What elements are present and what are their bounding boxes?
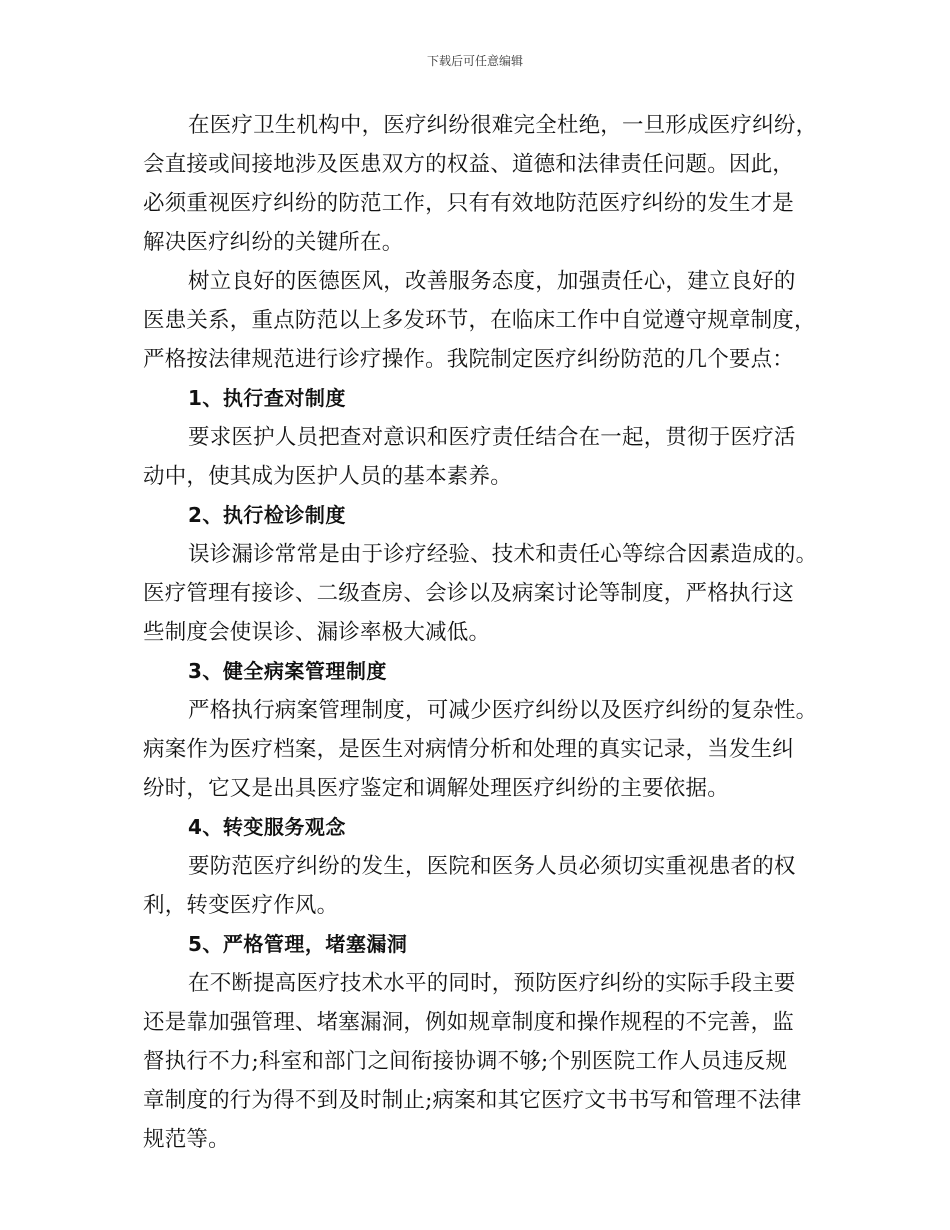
text-line: 要防范医疗纠纷的发生，医院和医务人员必须切实重视患者的权	[188, 854, 796, 879]
text-line: 督执行不力;科室和部门之间衔接协调不够;个别医院工作人员违反规	[143, 1049, 788, 1074]
section-paragraph-2	[143, 535, 823, 652]
section-paragraph-4	[143, 847, 823, 925]
text-line: 必须重视医疗纠纷的防范工作，只有有效地防范医疗纠纷的发生才是	[143, 191, 795, 216]
section-heading-5: 5、严格管理，堵塞漏洞	[188, 932, 408, 956]
text-line: 医患关系，重点防范以上多发环节，在临床工作中自觉遵守规章制度，	[143, 308, 816, 333]
text-line: 要求医护人员把查对意识和医疗责任结合在一起，贯彻于医疗活	[188, 425, 796, 450]
text-line: 在不断提高医疗技术水平的同时，预防医疗纠纷的实际手段主要	[188, 971, 796, 996]
text-line: 病案作为医疗档案，是医生对病情分析和处理的真实记录，当发生纠	[143, 737, 795, 762]
text-line: 些制度会使误诊、漏诊率极大减低。	[143, 620, 491, 645]
intro-paragraph-2	[143, 262, 823, 379]
text-line: 利，转变医疗作风。	[143, 893, 339, 918]
section-heading-1: 1、执行查对制度	[188, 386, 346, 410]
text-line: 纷时，它又是出具医疗鉴定和调解处理医疗纠纷的主要依据。	[143, 776, 729, 801]
intro-paragraph-1	[143, 106, 823, 262]
text-line: 规范等。	[143, 1127, 230, 1152]
document-body	[143, 106, 823, 1159]
text-line: 严格执行病案管理制度，可减少医疗纠纷以及医疗纠纷的复杂性。	[188, 698, 818, 723]
text-line: 树立良好的医德医风，改善服务态度，加强责任心，建立良好的	[188, 269, 796, 294]
section-paragraph-5	[143, 964, 823, 1159]
section-paragraph-3	[143, 691, 823, 808]
text-line: 解决医疗纠纷的关键所在。	[143, 230, 404, 255]
text-line: 误诊漏诊常常是由于诊疗经验、技术和责任心等综合因素造成的。	[188, 542, 818, 567]
page-header: 下载后可任意编辑	[426, 54, 523, 68]
text-line: 章制度的行为得不到及时制止;病案和其它医疗文书书写和管理不法律	[143, 1088, 802, 1113]
section-heading-3: 3、健全病案管理制度	[188, 659, 387, 683]
section-heading-4: 4、转变服务观念	[188, 815, 346, 839]
text-line: 动中，使其成为医护人员的基本素养。	[143, 464, 512, 489]
text-line: 医疗管理有接诊、二级查房、会诊以及病案讨论等制度，严格执行这	[143, 581, 795, 606]
text-line: 还是靠加强管理、堵塞漏洞，例如规章制度和操作规程的不完善，监	[143, 1010, 795, 1035]
section-paragraph-1	[143, 418, 823, 496]
text-line: 在医疗卫生机构中，医疗纠纷很难完全杜绝，一旦形成医疗纠纷，	[188, 113, 818, 138]
section-heading-2: 2、执行检诊制度	[188, 503, 346, 527]
text-line: 会直接或间接地涉及医患双方的权益、道德和法律责任问题。因此，	[143, 152, 795, 177]
text-line: 严格按法律规范进行诊疗操作。我院制定医疗纠纷防范的几个要点：	[143, 347, 795, 372]
